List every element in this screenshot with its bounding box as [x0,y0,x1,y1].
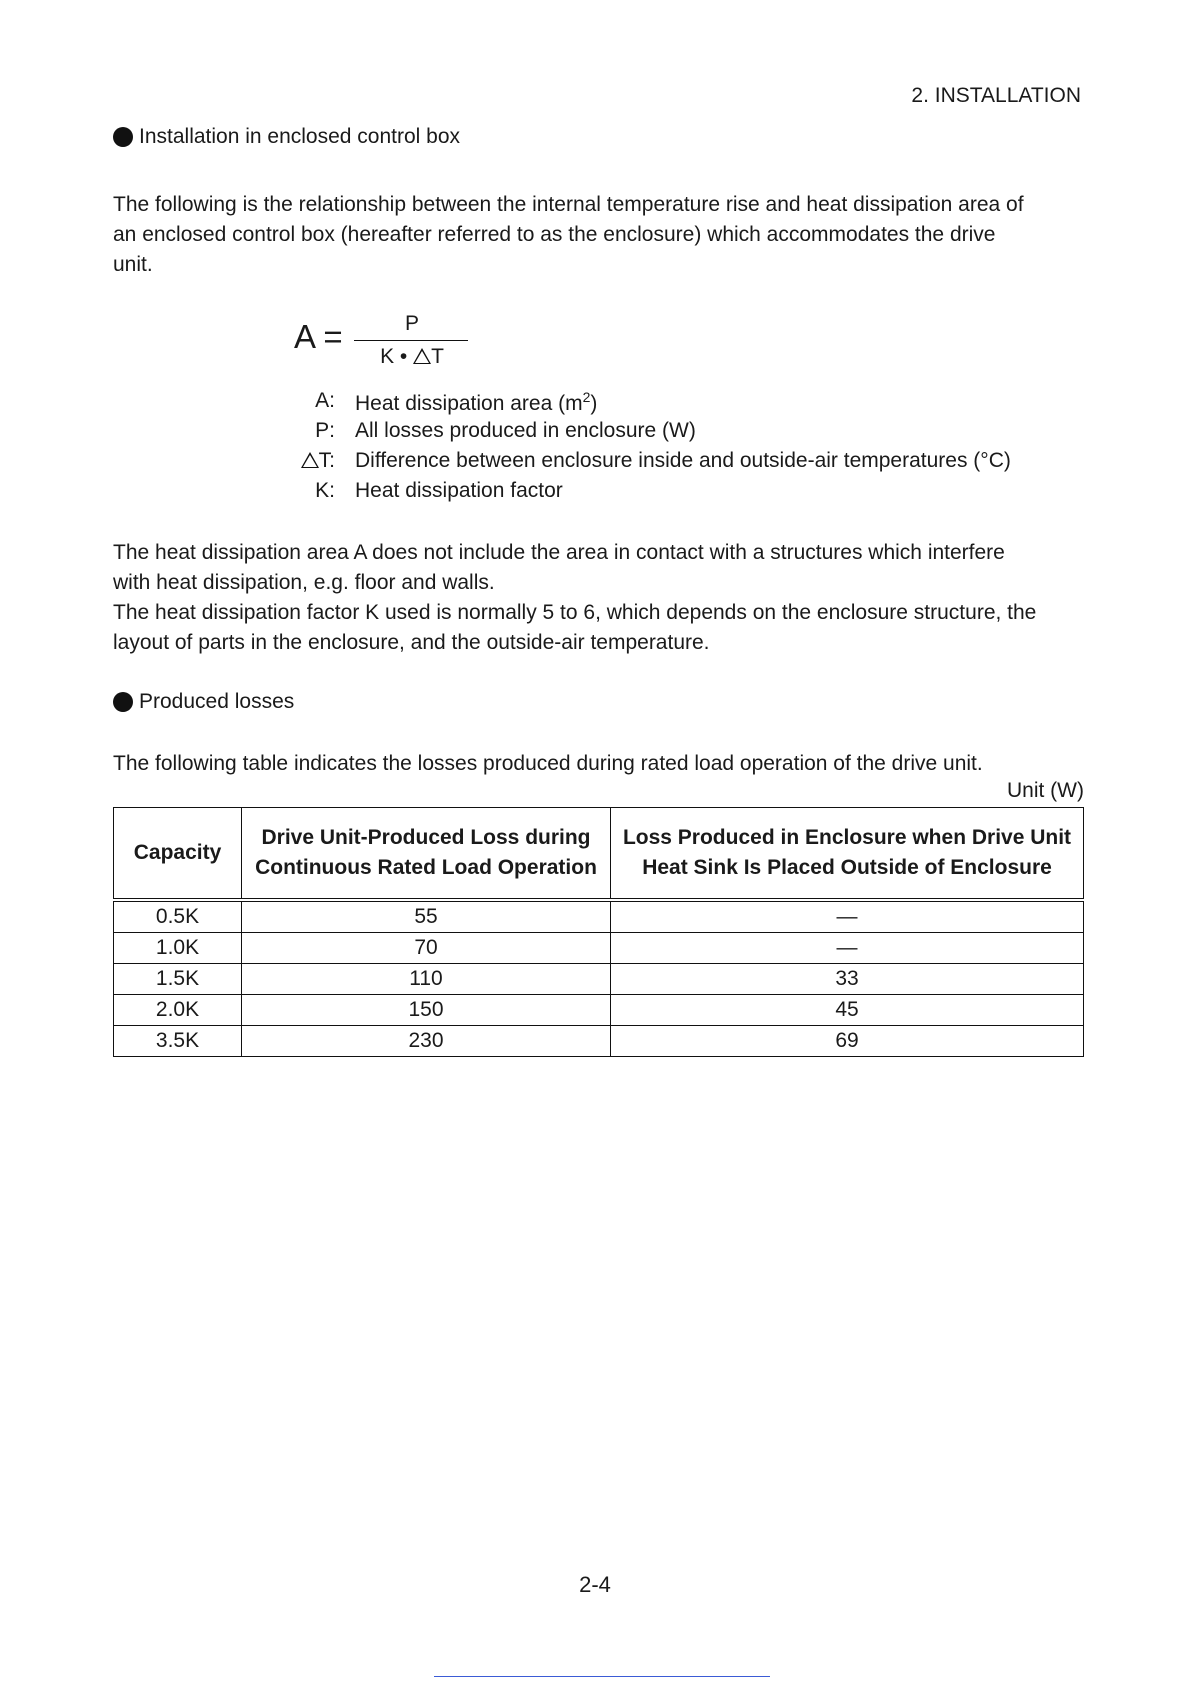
variable-desc: Difference between enclosure inside and outside-air temperatures (°C) [355,449,1011,472]
header-drive-loss: Drive Unit-Produced Loss during Continuous Rated Load Operation [242,808,611,901]
table-row [114,995,1084,1026]
footer-rule [434,1676,770,1677]
section-heading-losses [113,690,294,714]
section-heading-enclosure [113,125,460,149]
variable-term: T: [0,449,335,473]
cell-enclosure-loss: — [611,900,1084,933]
cell-drive-loss: 150 [242,995,611,1026]
header-enclosure-loss: Loss Produced in Enclosure when Drive Unit Heat Sink Is Placed Outside of Enclosure [611,808,1084,901]
table-row [114,933,1084,964]
bullet-icon [113,127,133,147]
note-line: The heat dissipation area A does not include the area in contact with a structures which interfere [113,541,1005,564]
formula-numerator: P [404,312,419,335]
fraction-bar [354,340,468,341]
variable-term: K: [315,479,335,502]
intro-line: unit. [113,253,153,276]
table-row [114,900,1084,933]
cell-capacity: 3.5K [114,1026,242,1057]
variable-term: A: [315,389,335,412]
losses-table [113,807,1084,1057]
note-line: layout of parts in the enclosure, and the outside-air temperature. [113,631,710,654]
cell-drive-loss: 110 [242,964,611,995]
cell-enclosure-loss: — [611,933,1084,964]
running-header: 2. INSTALLATION [911,84,1081,107]
table-header-row [114,808,1084,901]
note-line: The heat dissipation factor K used is normally 5 to 6, which depends on the enclosure structure, the [113,601,1037,624]
cell-enclosure-loss: 45 [611,995,1084,1026]
note-paragraph [113,538,1083,658]
delta-icon [301,452,319,468]
header-capacity: Capacity [114,808,242,901]
formula-lhs: A = [294,318,343,355]
cell-drive-loss: 70 [242,933,611,964]
cell-capacity: 1.5K [114,964,242,995]
page-number: 2-4 [579,1572,611,1597]
delta-icon [413,348,431,364]
variable-desc: Heat dissipation area $(m^2)$ [355,389,598,415]
cell-capacity: 0.5K [114,900,242,933]
section-heading-text: Produced losses [139,690,295,713]
cell-enclosure-loss: 69 [611,1026,1084,1057]
table-unit: Unit (W) [1007,779,1084,802]
formula-denominator: K • T [380,345,444,368]
bullet-icon [113,692,133,712]
intro-line: an enclosed control box (hereafter referred to as the enclosure) which accommodates the drive [113,223,996,246]
cell-enclosure-loss: 33 [611,964,1084,995]
intro-paragraph [113,190,1083,280]
cell-drive-loss: 230 [242,1026,611,1057]
cell-capacity: 2.0K [114,995,242,1026]
section-heading-text: Installation in enclosed control box [139,125,461,148]
variable-desc: All losses produced in enclosure (W) [355,419,696,442]
table-row [114,964,1084,995]
intro-line: The following is the relationship between the internal temperature rise and heat dissipation area of [113,193,1024,216]
table-row [114,1026,1084,1057]
losses-intro: The following table indicates the losses produced during rated load operation of the drive unit. [113,752,983,775]
cell-capacity: 1.0K [114,933,242,964]
variable-desc: Heat dissipation factor [355,479,563,502]
variable-term: P: [315,419,335,442]
note-line: with heat dissipation, e.g. floor and walls. [113,571,495,594]
cell-drive-loss: 55 [242,900,611,933]
